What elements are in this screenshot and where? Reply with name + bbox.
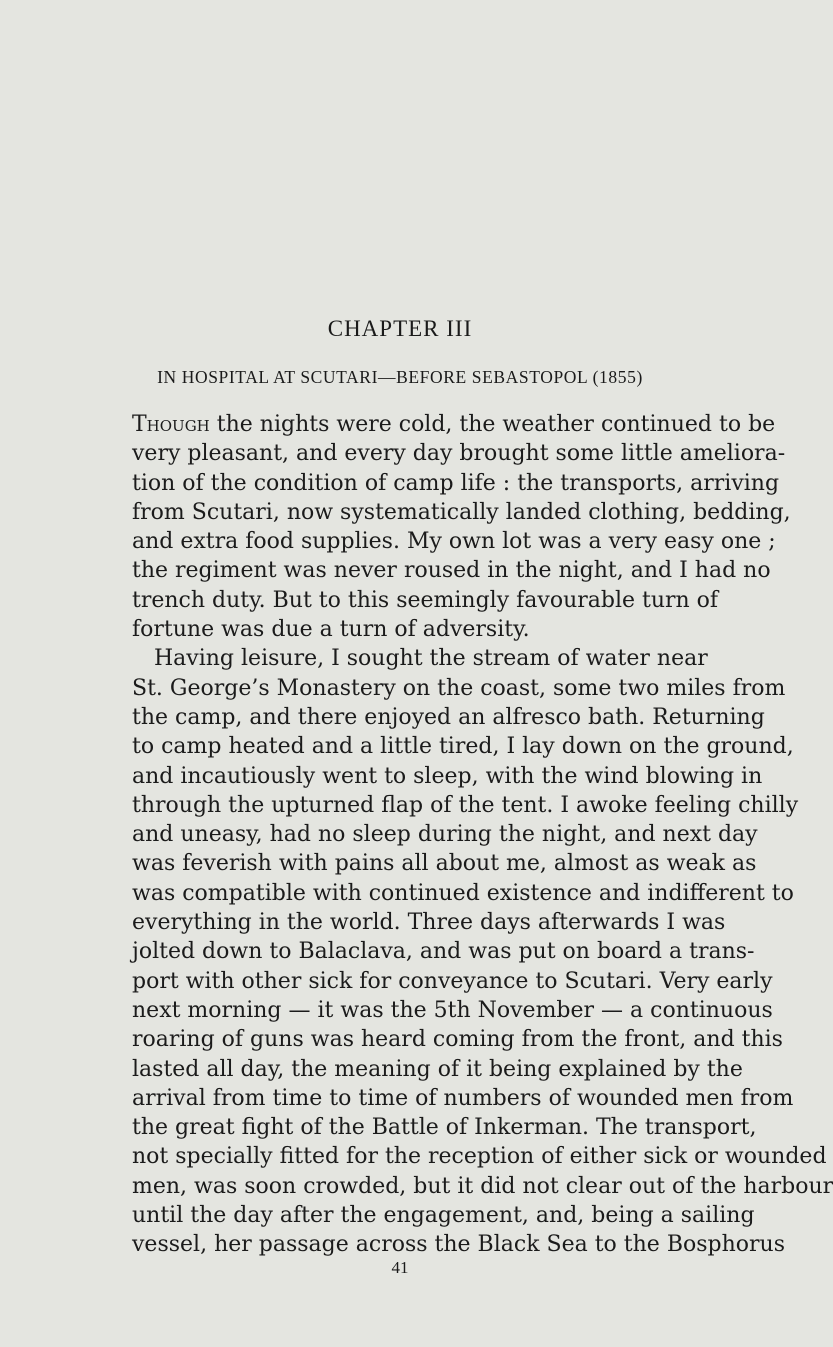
text-line: St. George’s Monastery on the coast, some two miles from <box>132 675 786 701</box>
text-line: very pleasant, and every day brought some little ameliora- <box>132 441 786 467</box>
text-line: until the day after the engagement, and, being a sailing <box>132 1203 755 1229</box>
text-line: vessel, her passage across the Black Sea to the Bosphorus <box>132 1232 785 1258</box>
text-line: arrival from time to time of numbers of wounded men from <box>132 1085 794 1111</box>
text-line: was feverish with pains all about me, almost as weak as <box>132 851 757 877</box>
text-line: next morning — it was the 5th November — a continuous <box>132 997 773 1023</box>
chapter-subtitle: IN HOSPITAL AT SCUTARI—BEFORE SEBASTOPOL (1855) <box>157 367 643 387</box>
text-line: tion of the condition of camp life : the transports, arriving <box>132 470 780 496</box>
text-line: everything in the world. Three days afterwards I was <box>132 910 726 936</box>
text-line: from Scutari, now systematically landed clothing, bedding, <box>132 499 791 525</box>
text-line: trench duty. But to this seemingly favourable turn of <box>132 587 719 613</box>
text-line: the regiment was never roused in the night, and I had no <box>132 558 771 584</box>
page-number: 41 <box>391 1258 409 1277</box>
text-line: through the upturned flap of the tent. I awoke feeling chilly <box>132 792 799 818</box>
text-line: men, was soon crowded, but it did not clear out of the harbour <box>132 1173 833 1199</box>
text-line: was compatible with continued existence and indifferent to <box>132 880 794 906</box>
text-line: jolted down to Balaclava, and was put on board a trans- <box>132 939 755 965</box>
text-line: Having leisure, I sought the stream of water near <box>154 646 708 672</box>
text-line: and uneasy, had no sleep during the night, and next day <box>132 822 758 848</box>
text-line: port with other sick for conveyance to Scutari. Very early <box>132 968 773 994</box>
text-line: the great fight of the Battle of Inkerman. The transport, <box>132 1115 757 1141</box>
body-text <box>132 410 833 1260</box>
text-line: to camp heated and a little tired, I lay down on the ground, <box>132 734 794 760</box>
text-line: and extra food supplies. My own lot was a very easy one ; <box>132 529 776 555</box>
text-line: not specially fitted for the reception of either sick or wounded <box>132 1144 827 1170</box>
lead-word: Though <box>132 412 210 437</box>
text-line: and incautiously went to sleep, with the wind blowing in <box>132 763 763 789</box>
text-line <box>132 410 776 439</box>
text-line: the camp, and there enjoyed an alfresco bath. Returning <box>132 704 765 730</box>
text-line: roaring of guns was heard coming from the front, and this <box>132 1027 783 1053</box>
text-line-rest: the nights were cold, the weather continued to be <box>209 412 776 437</box>
chapter-title: CHAPTER III <box>327 316 473 341</box>
text-line: fortune was due a turn of adversity. <box>132 617 530 643</box>
text-line: lasted all day, the meaning of it being explained by the <box>132 1056 743 1082</box>
